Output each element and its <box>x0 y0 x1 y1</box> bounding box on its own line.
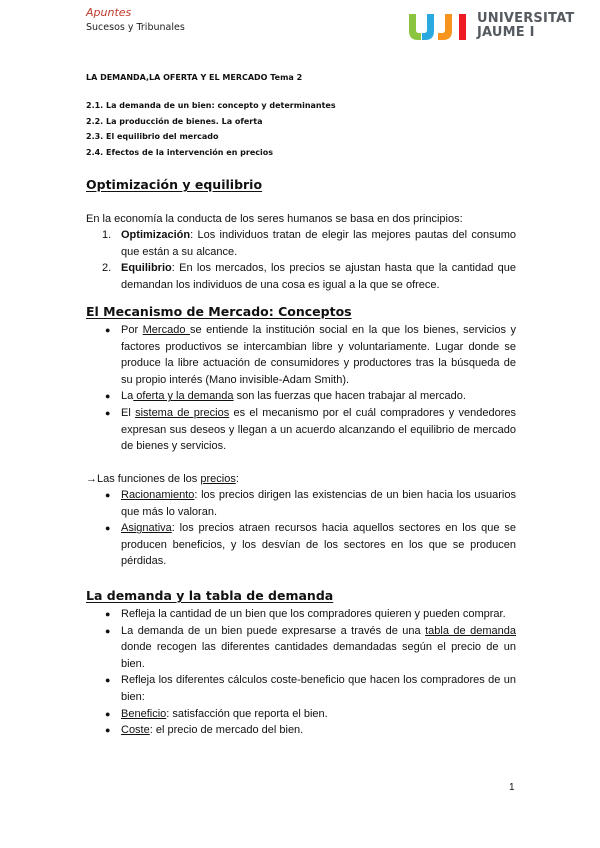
table-of-contents <box>86 98 336 160</box>
section-heading: El Mecanismo de Mercado: Conceptos <box>86 304 352 319</box>
document-header <box>86 6 185 34</box>
list-item: ● Coste: el precio de mercado del bien. <box>105 724 304 737</box>
toc-item: 2.1. La demanda de un bien: concepto y determinantes <box>86 101 336 110</box>
bullet-list <box>86 322 516 455</box>
section-heading: La demanda y la tabla de demanda <box>86 588 334 603</box>
toc-item: 2.2. La producción de bienes. La oferta <box>86 116 263 126</box>
list-item: ● La demanda de un bien puede expresarse a través de una tabla de demanda donde recogen las diferentes cantidades demandadas según el precio de un bien. <box>105 624 516 670</box>
brand-label: Apuntes <box>86 6 132 19</box>
document-title: LA DEMANDA,LA OFERTA Y EL MERCADO Tema 2 <box>86 73 303 82</box>
list-item: ● La oferta y la demanda son las fuerzas que hacen trabajar al mercado. <box>105 390 466 403</box>
list-item: 1. Optimización: Los individuos tratan de elegir las mejores pautas del consumo que están a su alcance. <box>102 229 516 258</box>
university-name: UNIVERSITAT JAUME I <box>477 11 575 40</box>
university-logo <box>409 12 574 40</box>
subject-label: Sucesos y Tribunales <box>86 22 185 33</box>
section-heading: Optimización y equilibrio <box>86 177 263 192</box>
numbered-list <box>86 227 516 293</box>
list-item: 2. Equilibrio: En los mercados, los precios se ajustan hasta que la cantidad que demandan los individuos de una cosa es igual a la que se ofrece. <box>102 262 516 291</box>
bullet-list <box>86 487 516 570</box>
page-number: 1 <box>509 782 515 793</box>
toc-item: 2.4. Efectos de la intervención en precios <box>86 147 274 157</box>
list-item: ● Refleja la cantidad de un bien que los compradores quieren y pueden comprar. <box>105 608 506 620</box>
list-item: ● Racionamiento: los precios dirigen las existencias de un bien hacia los usuarios que más lo valoran. <box>105 489 516 518</box>
bullet-list <box>86 606 516 739</box>
list-item: ● Beneficio: satisfacción que reporta el bien. <box>105 707 328 720</box>
toc-item: 2.3. El equilibrio del mercado <box>86 132 219 141</box>
section-intro: En la economía la conducta de los seres humanos se basa en dos principios: <box>86 213 463 225</box>
functions-intro: →Las funciones de los precios: <box>86 473 239 485</box>
list-item: ● Asignativa: los precios atraen recursos hacia aquellos sectores en los que se producen beneficios, y los desvían de los sectores en los que se producen pérdidas. <box>105 522 516 568</box>
list-item: ● El sistema de precios es el mecanismo por el cuál compradores y vendedores expresan sus deseos y llegan a un acuerdo alcanzando el equilibrio de mercado de bienes y servicios. <box>105 406 516 453</box>
uji-logo-icon <box>409 12 471 40</box>
list-item: ● Refleja los diferentes cálculos coste-beneficio que hacen los compradores de un bien: <box>105 674 516 703</box>
list-item: ● Por Mercado se entiende la institución social en la que los bienes, servicios y factores productivos se intercambian libre y voluntariamente. Lugar donde se produce la libre actuación de consumidores y productores tras la búsqueda de su propio interés (Mano invisible-Adam Smith). <box>105 324 516 386</box>
